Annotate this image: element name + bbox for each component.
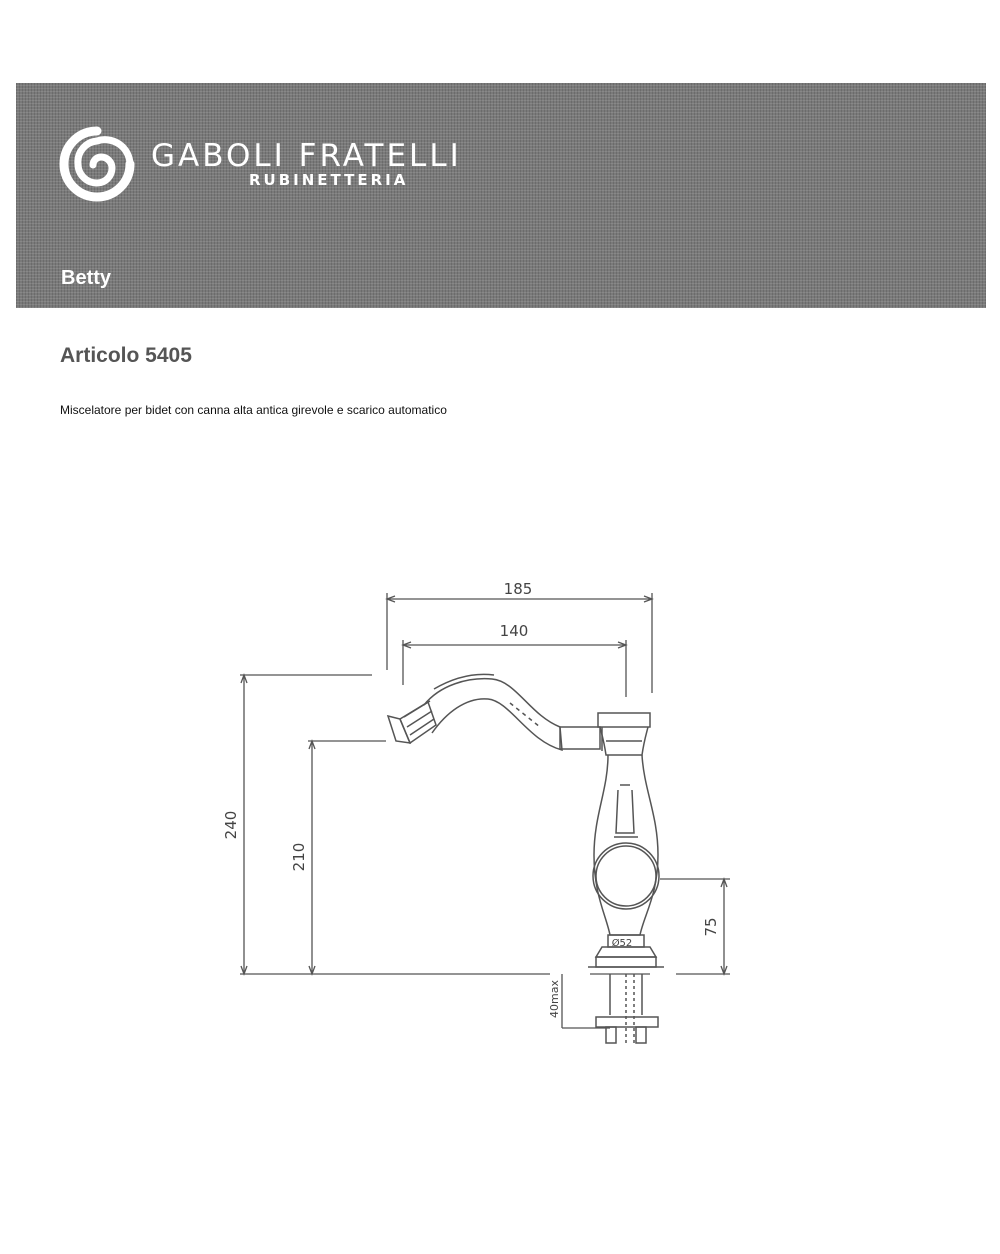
dimension-40max [548, 974, 610, 1028]
dimension-140 [403, 622, 626, 697]
header-banner [16, 83, 986, 308]
dimension-210 [290, 741, 386, 974]
dimension-240 [222, 675, 372, 974]
base-diameter-label: Ø52 [611, 938, 633, 949]
dimension-185-label: 185 [503, 580, 533, 598]
article-title: Articolo 5405 [60, 344, 192, 367]
spout [388, 674, 600, 750]
mixer-body [588, 713, 664, 1045]
dimension-40max-label: 40max [548, 980, 561, 1018]
brand-subtitle: RUBINETTERIA [249, 171, 409, 189]
dimension-240-label: 240 [222, 810, 240, 840]
article-description: Miscelatore per bidet con canna alta antica girevole e scarico automatico [60, 403, 447, 417]
technical-drawing [210, 565, 750, 1065]
dimension-75-label: 75 [702, 917, 720, 937]
brand-name: GABOLI FRATELLI [151, 138, 462, 174]
dimension-210-label: 210 [290, 842, 308, 872]
dimension-75 [660, 879, 730, 974]
series-name: Betty [61, 267, 112, 289]
spiral-logo-icon [56, 123, 138, 205]
dimension-140-label: 140 [499, 622, 529, 640]
